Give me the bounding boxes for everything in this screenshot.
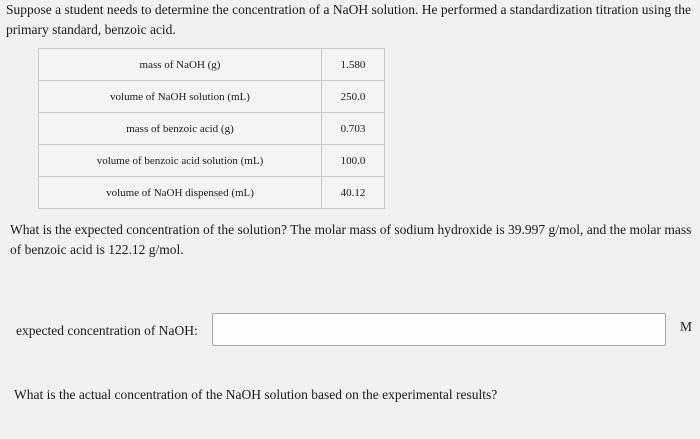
row-label: volume of NaOH solution (mL) <box>39 81 322 113</box>
row-value: 0.703 <box>322 113 385 145</box>
table-row <box>39 145 385 177</box>
unit-label: M <box>680 319 693 334</box>
answer-label: expected concentration of NaOH: <box>16 323 198 338</box>
row-value: 40.12 <box>322 177 385 209</box>
question2-text: What is the actual concentration of the NaOH solution based on the experimental results? <box>14 387 498 402</box>
table-row <box>39 81 385 113</box>
row-label: volume of NaOH dispensed (mL) <box>39 177 322 209</box>
table-row <box>39 49 385 81</box>
row-value: 100.0 <box>322 145 385 177</box>
table-row <box>39 113 385 145</box>
table-row <box>39 177 385 209</box>
row-value: 1.580 <box>322 49 385 81</box>
data-table <box>38 48 385 209</box>
expected-concentration-input[interactable] <box>212 313 666 346</box>
row-label: volume of benzoic acid solution (mL) <box>39 145 322 177</box>
intro-text: Suppose a student needs to determine the concentration of a NaOH solution. He performed a standardization titration using the primary standard, benzoic acid. <box>6 2 691 37</box>
row-label: mass of benzoic acid (g) <box>39 113 322 145</box>
question-text: What is the expected concentration of the solution? The molar mass of sodium hydroxide is 39.997 g/mol, and the molar mass of benzoic acid is 122.12 g/mol. <box>10 222 692 257</box>
row-value: 250.0 <box>322 81 385 113</box>
row-label: mass of NaOH (g) <box>39 49 322 81</box>
